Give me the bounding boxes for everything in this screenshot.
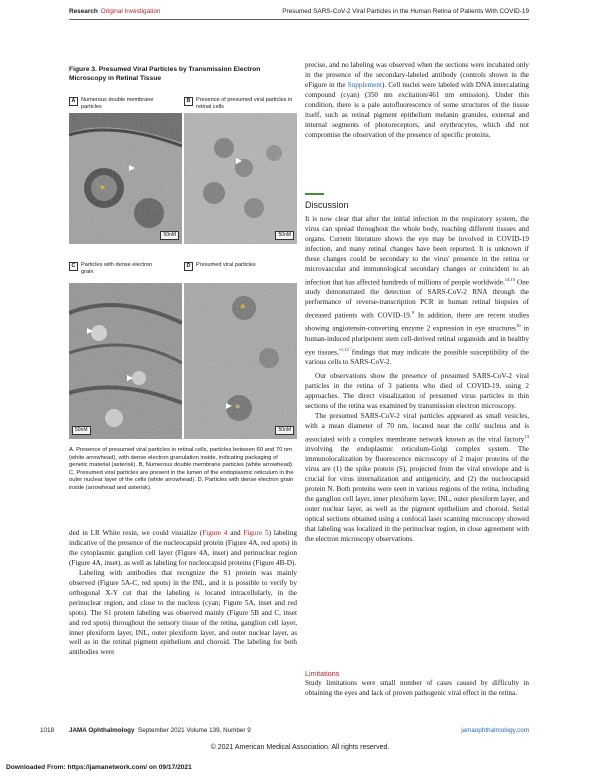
micrograph-c <box>69 283 182 439</box>
micrograph-a <box>69 113 182 244</box>
figure-5-link[interactable]: Figure 5 <box>243 529 269 537</box>
header-running-title: Presumed SARS-CoV-2 Viral Particles in the Human Retina of Patients With COVID-19 <box>282 8 529 15</box>
paragraph: Study limitations were small number of cases caused by difficulty in obtaining the eyes and lack of proven pathogenic viral effect in the retina. <box>305 679 529 697</box>
limitations-text <box>305 679 529 699</box>
scale-bar-d: 50nM <box>275 426 294 435</box>
panel-c-letter: C <box>69 262 78 271</box>
panel-d-letter: D <box>184 262 193 271</box>
journal-info: JAMA Ophthalmology September 2021 Volume 139, Number 9 <box>69 727 251 734</box>
download-notice: Downloaded From: https://jamanetwork.com/ on 09/17/2021 <box>6 764 192 771</box>
panel-a-label <box>69 97 164 110</box>
limitations-heading: Limitations <box>305 669 340 678</box>
scale-bar-b: 50nM <box>275 231 294 240</box>
micrograph-d <box>184 283 297 439</box>
header-section: Research Original Investigation <box>69 8 161 15</box>
micrograph-b <box>184 113 297 244</box>
figure-title: Figure 3. Presumed Viral Particles by Transmission Electron Microscopy in Retinal Tissue <box>69 66 261 82</box>
panel-d-label <box>184 262 296 271</box>
header-subsection: Original Investigation <box>100 8 161 15</box>
discussion-text <box>305 215 529 545</box>
paragraph: ded in LR White resin, we could visualize (Figure 4 and Figure 5) labeling indicative of the presence of the nucleocapsid protein (Figure 4A, red spots) in the cytoplasmic ganglion cell layer (Figure 4A, inset) and perinuclear region (Figure 4A, inset), as well as labeling for nucleocapsid proteins (Figure 4B-D). <box>69 529 297 567</box>
panel-b-text: Presence of presumed viral particles in retinal cells <box>196 97 293 110</box>
scale-bar-c: 50nM <box>72 426 91 435</box>
panel-a-letter: A <box>69 97 78 106</box>
paragraph: Our observations show the presence of presumed SARS-CoV-2 viral particles in the retina of 3 patients who died of COVID-19, using 2 approaches. The direct visualization of presumed virus particles in thin sections of the retina was examined by transmission electron microscopy. <box>305 371 529 410</box>
panel-c-text: Particles with dense electron grain <box>81 262 153 275</box>
paragraph: precise, and no labeling was observed when the sections were incubated only in the presence of the secondary-labeled antibody (controls shown in the eFigure in the Supplement). Cell nuclei were labeled with DNA intercalating compound (cyan) (350 nm excitation/461 nm emission). Under this condition, there is a pale autofluorescence of some structures of the tissue itself, such as retinal pigment epithelium melanin granules, external and internal segments of photoreceptors, and erythrocytes, which did not compromise the observation of the presence of specific proteins. <box>305 61 530 139</box>
panel-b-letter: B <box>184 97 193 106</box>
copyright-notice: © 2021 American Medical Association. All rights reserved. <box>210 744 390 751</box>
paragraph: The presumed SARS-CoV-2 viral particles appeared as small vesicles, with a mean diameter of 70 nm, located near the cells' nucleus and is associated with a complex membrane network known as the viral factory$^{13}$ involving the endoplasmic reticulum-Golgi complex system. The immunolocalization by fluorescence microscopy of 2 major proteins of the virus are (1) the spike protein (S), projected from the viral envelope and is crucial for virus internalization and antigenicity, and (2) the nucleocapsid protein N. Both proteins were seen in various regions of the retina, including the ganglion cell layer, inner plexiform layer, INL, outer plexiform layer, and outer nuclear layer, as well as the pigment epithelium and choroid. Serial optical sections obtained using a confocal laser scanning microscopy showed that labeling was localized in the perinuclear region, in close agreement with the electron microscopy observations. <box>305 411 529 543</box>
right-column-top-text <box>305 61 529 141</box>
running-header <box>69 6 529 18</box>
figure-caption: A. Presence of presumed viral particles in retinal cells, particles between 60 and 70 nm (white arrowhead), with dense electron granulation inside, indicating packaging of genetic material (asterisk). B, Numerous double membrane particles (white arrowhead). C, Presumed viral particles are present in the lumen of the endoplasmic reticulum in the outer nuclear layer of the cells (white arrowhead). D, Particles with dense electron grain inside (arrowhead and asterisk). <box>69 447 294 491</box>
figure-4-link[interactable]: Figure 4 <box>202 529 228 537</box>
page-footer <box>40 727 529 739</box>
paragraph: Labeling with antibodies that recognize the S1 protein was mainly observed (Figure 5A-C, red spots) in the INL, and it is possible to verify by orthogonal X-Y cut that the labeling is located intracellularly, in the perinuclear region, and close to the nucleus (cyan; Figure 5A, inset and red spots). The S1 protein labeling was observed mainly (Figure 5B and C, inset and red spots) throughout the sensory tissue of the retina, ganglion cell layer, inner plexiform layer, INL, outer plexiform layer, and outer nuclear layer, as well as in the retinal pigment epithelium and choroid. The labeling for both antibodies were <box>69 568 297 657</box>
supplement-link[interactable]: Supplement <box>347 80 382 89</box>
left-column-text <box>69 529 297 658</box>
page-number: 1018 <box>40 727 55 734</box>
journal-website-link[interactable]: jamaophthalmology.com <box>461 727 529 734</box>
panel-d-text: Presumed viral particles <box>196 262 256 268</box>
svg-text:*: * <box>240 302 246 315</box>
section-rule <box>305 193 324 195</box>
svg-text:*: * <box>100 184 105 195</box>
discussion-heading: Discussion <box>305 200 349 210</box>
header-rule <box>69 19 529 20</box>
panel-b-label <box>184 97 296 110</box>
panel-c-label <box>69 262 164 275</box>
svg-text:*: * <box>235 402 241 415</box>
paragraph: It is now clear that after the initial infection in the respiratory system, the virus can spread throughout the whole body, reaching different tissues and organs. Current literature shows the eye may be involved in COVID-19 infection, and many retinal changes have been reported. It is unknown if these changes could be secondary to the virus' presence in the retina or microvascular and immunological secondary changes or coincident to an infection that has affected hundreds of millions of people worldwide.$^{14,15}$ One study demonstrated the detection of SARS-CoV-2 RNA through the performance of reverse-transcription PCR in human retinal biopsies of deceased patients with COVID-19.$^9$ In addition, there are recent studies showing angiotensin-converting enzyme 2 expression in eye structures$^{10}$ in human-induced pluripotent stem cell-derived retinal organoids and in healthy eye tissues,$^{11,12}$ findings that may indicate the possible susceptibility of the various cells to SARS-CoV-2. <box>305 215 529 366</box>
panel-a-text: Numerous double membrane particles <box>81 97 154 110</box>
scale-bar-a: 50nM <box>160 231 179 240</box>
